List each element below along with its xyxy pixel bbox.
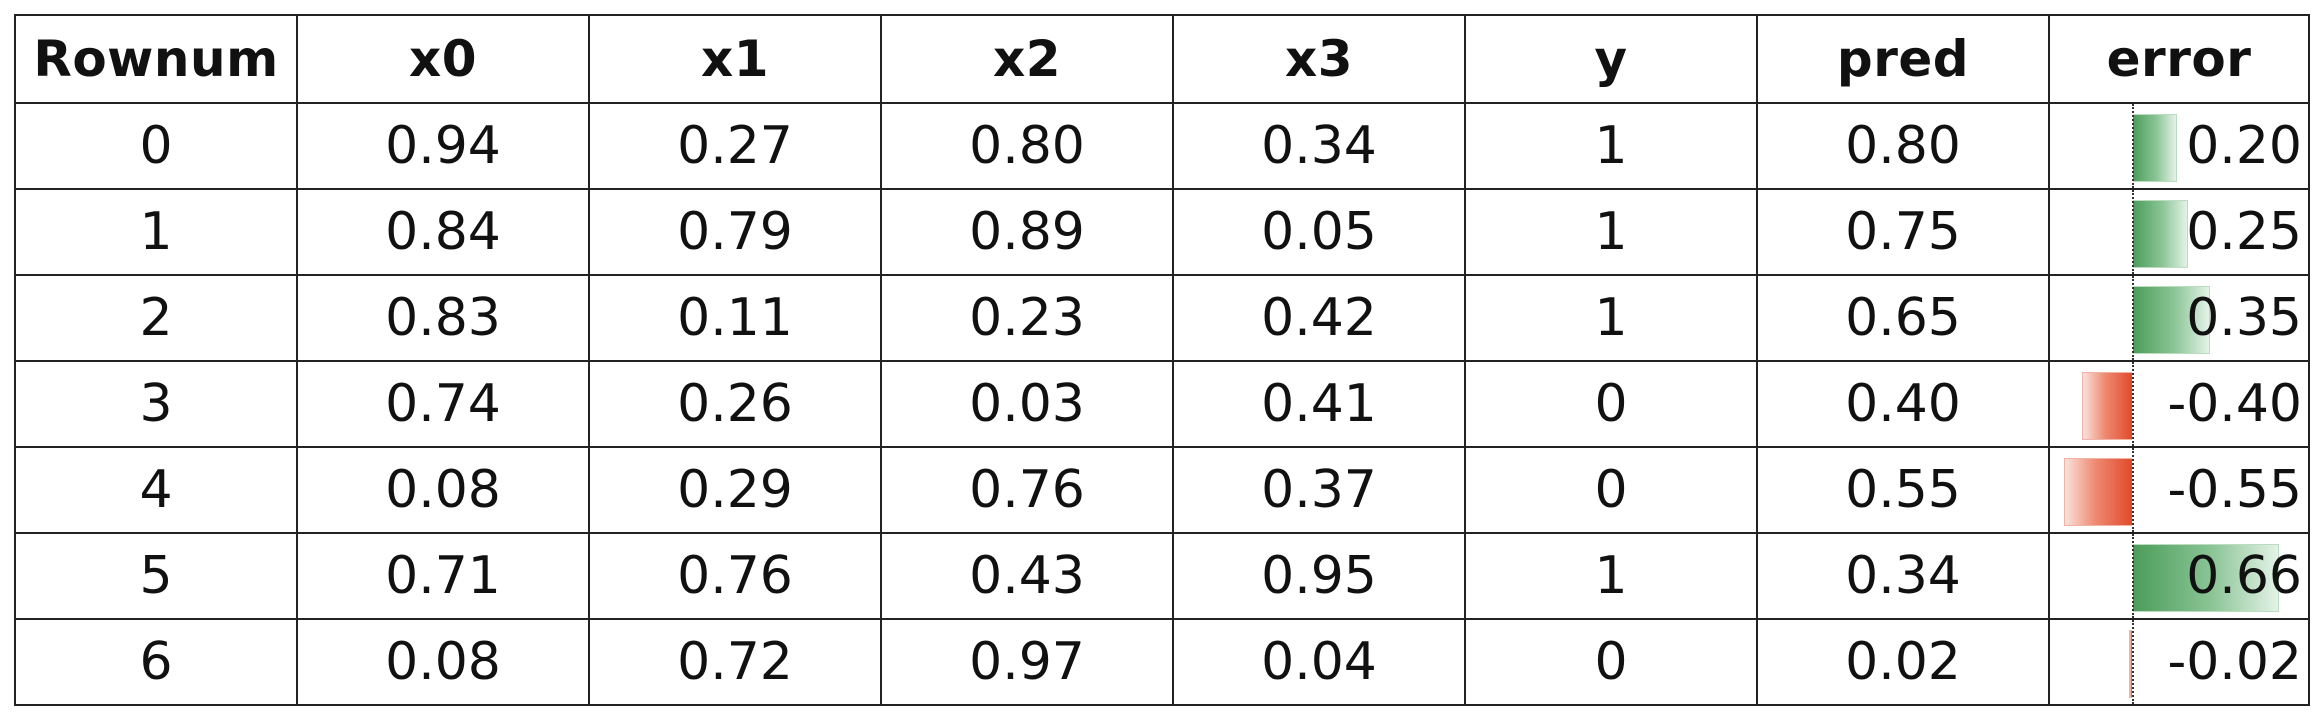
cell-error xyxy=(2049,533,2309,619)
cell-pred: 0.02 xyxy=(1757,619,2049,705)
cell-x2: 0.89 xyxy=(881,189,1173,275)
cell-rownum: 4 xyxy=(15,447,297,533)
cell-x1: 0.29 xyxy=(589,447,881,533)
column-header-pred: pred xyxy=(1757,15,2049,103)
error-data-bar xyxy=(2082,372,2132,440)
cell-x3: 0.95 xyxy=(1173,533,1465,619)
column-header-x2: x2 xyxy=(881,15,1173,103)
column-header-error: error xyxy=(2049,15,2309,103)
cell-x2: 0.03 xyxy=(881,361,1173,447)
cell-x1: 0.76 xyxy=(589,533,881,619)
error-data-bar xyxy=(2133,200,2188,268)
cell-rownum: 0 xyxy=(15,103,297,189)
cell-pred: 0.65 xyxy=(1757,275,2049,361)
error-value: 0.20 xyxy=(2186,116,2302,176)
cell-x3: 0.37 xyxy=(1173,447,1465,533)
table-row xyxy=(15,447,2309,533)
cell-error xyxy=(2049,361,2309,447)
column-header-x3: x3 xyxy=(1173,15,1465,103)
column-header-rownum: Rownum xyxy=(15,15,297,103)
header-row xyxy=(15,15,2309,103)
cell-error xyxy=(2049,619,2309,705)
cell-x2: 0.76 xyxy=(881,447,1173,533)
cell-pred: 0.34 xyxy=(1757,533,2049,619)
column-header-x0: x0 xyxy=(297,15,589,103)
error-zero-axis xyxy=(2132,276,2134,360)
cell-x0: 0.84 xyxy=(297,189,589,275)
table-row xyxy=(15,533,2309,619)
cell-y: 0 xyxy=(1465,619,1757,705)
cell-x2: 0.23 xyxy=(881,275,1173,361)
cell-x3: 0.41 xyxy=(1173,361,1465,447)
cell-y: 0 xyxy=(1465,447,1757,533)
cell-x0: 0.74 xyxy=(297,361,589,447)
cell-pred: 0.40 xyxy=(1757,361,2049,447)
error-zero-axis xyxy=(2132,104,2134,188)
table-body xyxy=(15,103,2309,705)
column-header-x1: x1 xyxy=(589,15,881,103)
error-value: 0.66 xyxy=(2186,546,2302,606)
cell-y: 1 xyxy=(1465,189,1757,275)
cell-error xyxy=(2049,447,2309,533)
error-zero-axis xyxy=(2132,448,2134,532)
table-row xyxy=(15,275,2309,361)
data-table xyxy=(14,14,2310,706)
cell-x3: 0.34 xyxy=(1173,103,1465,189)
table-row xyxy=(15,619,2309,705)
cell-x2: 0.97 xyxy=(881,619,1173,705)
cell-pred: 0.75 xyxy=(1757,189,2049,275)
error-zero-axis xyxy=(2132,190,2134,274)
cell-x1: 0.72 xyxy=(589,619,881,705)
column-header-y: y xyxy=(1465,15,1757,103)
cell-rownum: 1 xyxy=(15,189,297,275)
cell-x3: 0.42 xyxy=(1173,275,1465,361)
error-value: -0.02 xyxy=(2167,632,2302,692)
cell-y: 1 xyxy=(1465,275,1757,361)
table-row xyxy=(15,361,2309,447)
table-row xyxy=(15,189,2309,275)
cell-error xyxy=(2049,189,2309,275)
table-row xyxy=(15,103,2309,189)
cell-x1: 0.26 xyxy=(589,361,881,447)
cell-x3: 0.04 xyxy=(1173,619,1465,705)
cell-x2: 0.43 xyxy=(881,533,1173,619)
cell-x2: 0.80 xyxy=(881,103,1173,189)
cell-x0: 0.94 xyxy=(297,103,589,189)
error-data-bar xyxy=(2133,114,2177,182)
cell-error xyxy=(2049,103,2309,189)
cell-y: 1 xyxy=(1465,533,1757,619)
cell-x1: 0.11 xyxy=(589,275,881,361)
cell-x0: 0.83 xyxy=(297,275,589,361)
cell-x1: 0.27 xyxy=(589,103,881,189)
cell-error xyxy=(2049,275,2309,361)
cell-y: 0 xyxy=(1465,361,1757,447)
error-zero-axis xyxy=(2132,362,2134,446)
error-value: -0.55 xyxy=(2167,460,2302,520)
cell-x3: 0.05 xyxy=(1173,189,1465,275)
cell-rownum: 2 xyxy=(15,275,297,361)
cell-pred: 0.55 xyxy=(1757,447,2049,533)
cell-rownum: 6 xyxy=(15,619,297,705)
cell-x1: 0.79 xyxy=(589,189,881,275)
cell-x0: 0.08 xyxy=(297,619,589,705)
cell-y: 1 xyxy=(1465,103,1757,189)
error-data-bar xyxy=(2064,458,2132,526)
error-value: 0.25 xyxy=(2186,202,2302,262)
error-value: -0.40 xyxy=(2167,374,2302,434)
error-value: 0.35 xyxy=(2186,288,2302,348)
error-zero-axis xyxy=(2132,534,2134,618)
cell-rownum: 5 xyxy=(15,533,297,619)
cell-x0: 0.71 xyxy=(297,533,589,619)
error-zero-axis xyxy=(2132,620,2134,704)
cell-pred: 0.80 xyxy=(1757,103,2049,189)
cell-x0: 0.08 xyxy=(297,447,589,533)
cell-rownum: 3 xyxy=(15,361,297,447)
